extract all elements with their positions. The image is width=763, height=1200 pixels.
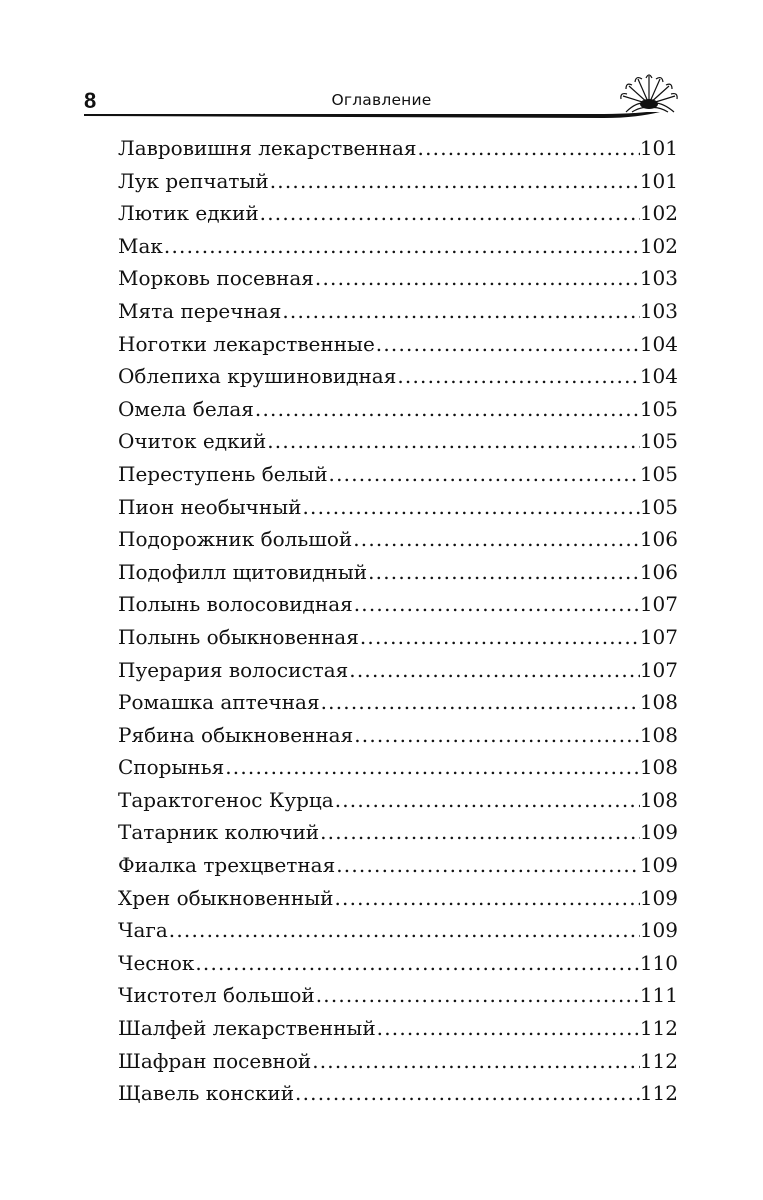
toc-entry-page: 108 <box>639 690 678 715</box>
toc-entry-title: Омела белая <box>118 396 254 421</box>
toc-entry-title: Фиалка трехцветная <box>118 853 336 878</box>
toc-entry-page: 104 <box>639 364 678 389</box>
dot-leader <box>315 979 640 1012</box>
toc-entry-page: 108 <box>639 787 678 812</box>
toc-entry-page: 103 <box>639 266 678 291</box>
dot-leader <box>259 197 640 230</box>
dot-leader <box>314 262 640 295</box>
dot-leader <box>376 1012 640 1045</box>
toc-entry-title: Лавровишня лекарственная <box>118 136 417 160</box>
toc-entry <box>118 751 678 784</box>
dot-leader <box>353 588 640 621</box>
toc-entry-page: 111 <box>639 983 678 1008</box>
dot-leader <box>328 458 640 491</box>
toc-entry-title: Пион необычный <box>118 494 302 519</box>
toc-entry <box>118 458 678 491</box>
toc-entry <box>118 979 678 1012</box>
toc-entry-title: Чистотел большой <box>118 983 315 1008</box>
toc-entry-page: 105 <box>639 429 678 454</box>
dot-leader <box>319 816 640 849</box>
toc-entry <box>118 230 678 263</box>
sunflower-ornament-icon <box>618 70 680 114</box>
toc-entry-title: Облепиха крушиновидная <box>118 364 397 389</box>
toc-entry-page: 106 <box>639 559 678 584</box>
dot-leader <box>359 621 640 654</box>
toc-entry-title: Ноготки лекарственные <box>118 331 375 356</box>
dot-leader <box>320 686 640 719</box>
toc-entry-title: Хрен обыкновенный <box>118 885 334 910</box>
toc-entry <box>118 197 678 230</box>
toc-entry-title: Татарник колючий <box>118 820 320 845</box>
toc-entry <box>118 132 678 165</box>
dot-leader <box>375 328 640 361</box>
toc-entry-page: 109 <box>639 820 678 845</box>
toc-entry <box>118 849 678 882</box>
toc-entry-page: 107 <box>639 624 678 649</box>
toc-entry <box>118 393 678 426</box>
dot-leader <box>269 165 640 198</box>
dot-leader <box>333 882 639 915</box>
dot-leader <box>353 719 640 752</box>
running-title: Оглавление <box>331 91 432 109</box>
page-header <box>0 0 763 130</box>
toc-entry <box>118 1045 678 1078</box>
toc-entry-title: Морковь посевная <box>118 266 314 291</box>
dot-leader <box>224 751 640 784</box>
toc-entry <box>118 719 678 752</box>
toc-entry-page: 112 <box>639 1016 678 1041</box>
toc-entry <box>118 947 678 980</box>
table-of-contents <box>118 132 678 1110</box>
toc-entry-page: 109 <box>639 853 678 878</box>
toc-entry-page: 104 <box>639 331 678 356</box>
toc-entry <box>118 621 678 654</box>
dot-leader <box>194 947 639 980</box>
toc-entry <box>118 654 678 687</box>
toc-entry <box>118 816 678 849</box>
toc-entry-title: Спорынья <box>118 755 225 780</box>
toc-entry-title: Щавель конский <box>118 1081 295 1106</box>
toc-entry-title: Рябина обыкновенная <box>118 722 354 747</box>
dot-leader <box>254 393 640 426</box>
page-number: 8 <box>84 88 97 113</box>
dot-leader <box>367 556 640 589</box>
toc-entry-page: 106 <box>639 527 678 552</box>
toc-entry-title: Тарактогенос Курца <box>118 787 334 812</box>
toc-entry-title: Полынь волосовидная <box>118 592 353 617</box>
toc-entry-page: 109 <box>639 885 678 910</box>
toc-entry-title: Шалфей лекарственный <box>118 1016 376 1041</box>
toc-entry <box>118 1077 678 1110</box>
toc-entry-title: Ромашка аптечная <box>118 690 320 715</box>
dot-leader <box>301 491 639 524</box>
toc-entry-page: 105 <box>639 396 678 421</box>
toc-entry-title: Подорожник большой <box>118 527 353 552</box>
toc-entry-page: 110 <box>639 950 678 975</box>
toc-entry-title: Чага <box>118 918 168 943</box>
toc-entry-title: Пуерария волосистая <box>118 657 349 682</box>
dot-leader <box>335 849 640 882</box>
toc-entry <box>118 914 678 947</box>
toc-entry <box>118 784 678 817</box>
dot-leader <box>311 1045 640 1078</box>
toc-entry-page: 102 <box>639 233 678 258</box>
toc-entry-title: Полынь обыкновенная <box>118 624 359 649</box>
toc-entry-page: 105 <box>639 494 678 519</box>
toc-entry <box>118 262 678 295</box>
toc-entry <box>118 328 678 361</box>
toc-entry-title: Лук репчатый <box>118 168 269 193</box>
toc-entry-page: 109 <box>639 918 678 943</box>
dot-leader <box>266 425 640 458</box>
toc-entry <box>118 425 678 458</box>
toc-entry <box>118 556 678 589</box>
header-rule <box>84 112 684 126</box>
dot-leader <box>396 360 639 393</box>
toc-entry <box>118 360 678 393</box>
toc-entry-page: 102 <box>639 201 678 226</box>
toc-entry-page: 101 <box>639 168 678 193</box>
toc-entry-page: 108 <box>639 755 678 780</box>
dot-leader <box>294 1077 640 1110</box>
toc-entry-title: Лютик едкий <box>118 201 259 226</box>
toc-entry-title: Мак <box>118 233 163 258</box>
toc-entry-page: 112 <box>639 1048 678 1073</box>
toc-entry-page: 108 <box>639 722 678 747</box>
toc-entry <box>118 165 678 198</box>
toc-entry <box>118 1012 678 1045</box>
toc-entry <box>118 491 678 524</box>
toc-entry-title: Подофилл щитовидный <box>118 559 368 584</box>
dot-leader <box>417 132 640 165</box>
dot-leader <box>352 523 640 556</box>
toc-entry <box>118 295 678 328</box>
toc-entry-title: Мята перечная <box>118 298 282 323</box>
toc-entry <box>118 882 678 915</box>
dot-leader <box>348 654 640 687</box>
toc-entry-page: 101 <box>639 136 678 160</box>
dot-leader <box>168 914 640 947</box>
toc-entry-page: 107 <box>639 657 678 682</box>
toc-entry-page: 112 <box>639 1081 678 1106</box>
toc-entry <box>118 523 678 556</box>
toc-entry-title: Очиток едкий <box>118 429 267 454</box>
toc-entry-title: Чеснок <box>118 950 195 975</box>
dot-leader <box>163 230 640 263</box>
toc-entry <box>118 588 678 621</box>
dot-leader <box>334 784 640 817</box>
toc-entry-title: Переступень белый <box>118 461 328 486</box>
dot-leader <box>281 295 639 328</box>
toc-entry-title: Шафран посевной <box>118 1048 312 1073</box>
toc-entry-page: 103 <box>639 298 678 323</box>
toc-entry <box>118 686 678 719</box>
toc-entry-page: 105 <box>639 461 678 486</box>
toc-entry-page: 107 <box>639 592 678 617</box>
